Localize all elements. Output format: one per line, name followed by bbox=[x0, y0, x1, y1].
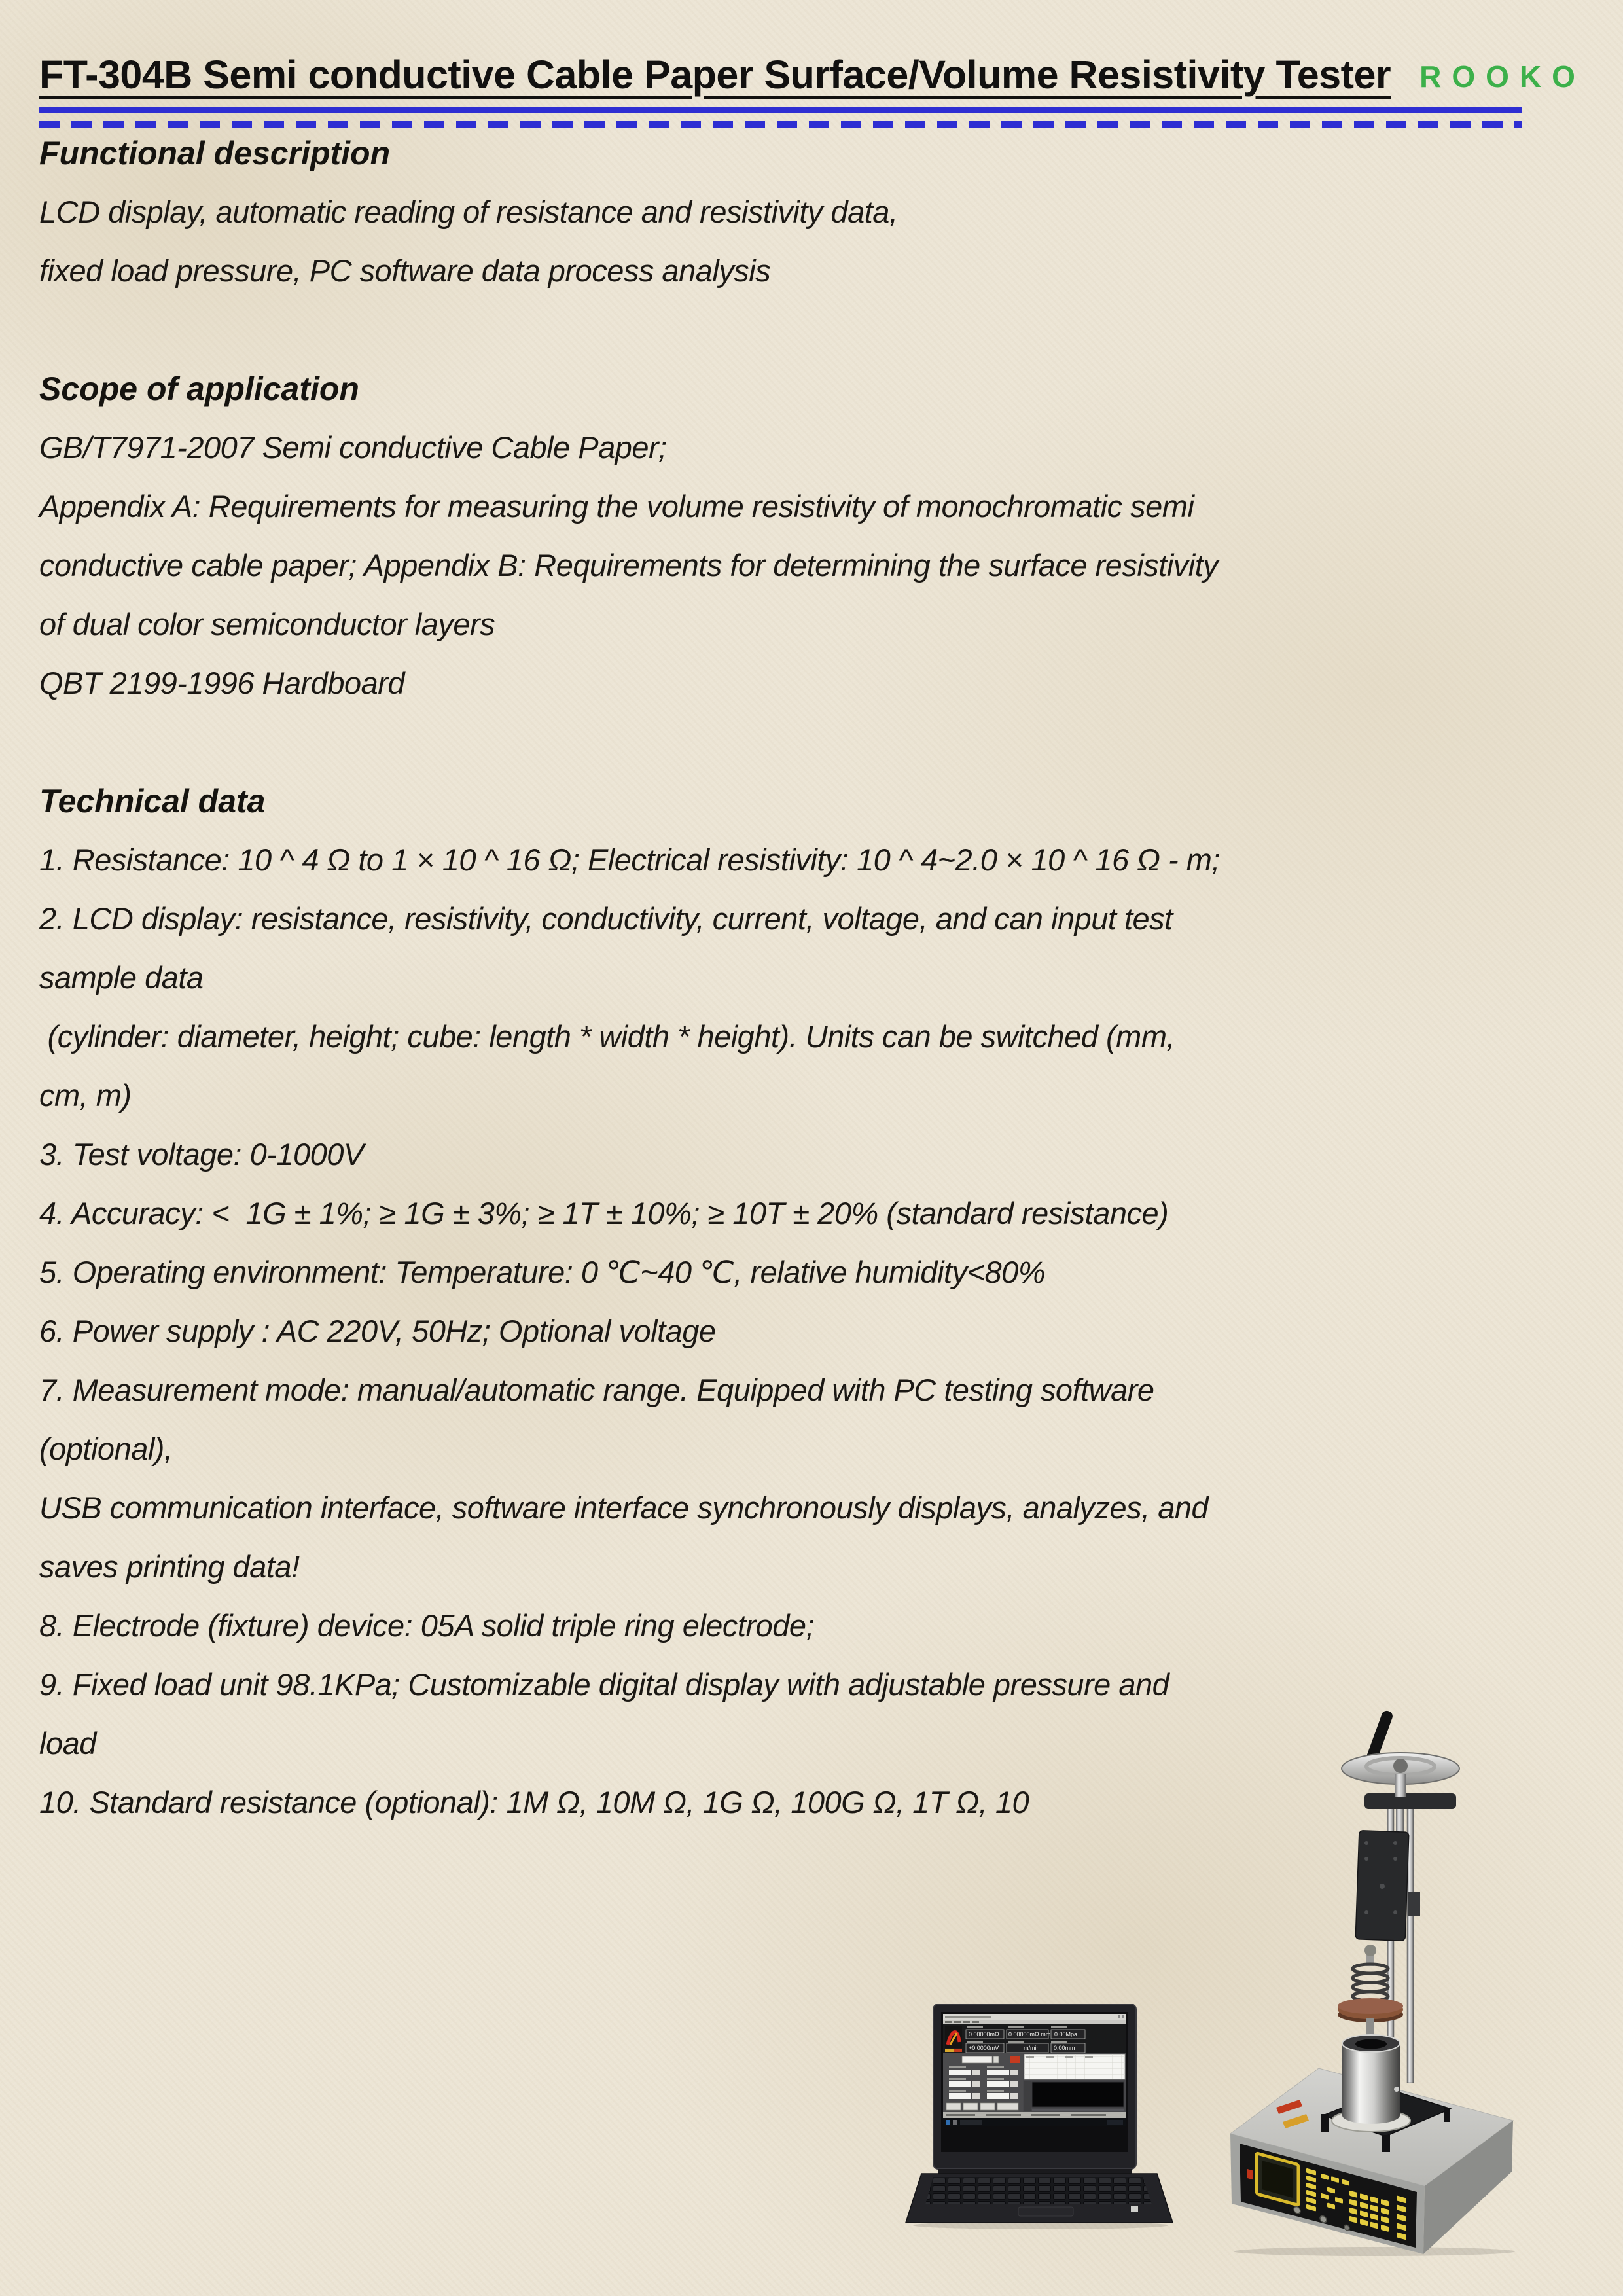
body-line: sample data bbox=[39, 960, 204, 995]
section-heading: Technical data bbox=[39, 783, 266, 819]
body-line: 9. Fixed load unit 98.1KPa; Customizable digital display with adjustable pressure and bbox=[39, 1667, 1169, 1702]
body-line: fixed load pressure, PC software data process analysis bbox=[39, 253, 771, 288]
laptop-illustration bbox=[902, 2004, 1183, 2230]
readout-value: 0.00000mΩ bbox=[969, 2031, 999, 2037]
laptop-base bbox=[906, 2174, 1173, 2223]
software-ui bbox=[943, 2014, 1126, 2126]
body-line: of dual color semiconductor layers bbox=[39, 607, 495, 641]
readout-field bbox=[1051, 2030, 1085, 2039]
power-switch bbox=[1247, 2169, 1253, 2179]
body-line: 7. Measurement mode: manual/automatic range. Equipped with PC testing software bbox=[39, 1372, 1154, 1407]
tester-shadow bbox=[1234, 2247, 1515, 2256]
scope-scale bbox=[1024, 2081, 1031, 2111]
body-line: (optional), bbox=[39, 1431, 173, 1466]
readout-field bbox=[966, 2043, 1004, 2053]
readout-value: 0.00000mΩ.mm bbox=[1008, 2031, 1051, 2037]
readout-value: m/min bbox=[1024, 2045, 1040, 2051]
body-line: 5. Operating environment: Temperature: 0 ℃~40 ℃, relative humidity<80% bbox=[39, 1255, 1046, 1289]
page-title: FT-304B Semi conductive Cable Paper Surface/Volume Resistivity Tester bbox=[39, 52, 1391, 97]
body-line: 2. LCD display: resistance, resistivity, conductivity, current, voltage, and can input test bbox=[39, 901, 1173, 936]
readout-value: +0.0000mV bbox=[969, 2045, 999, 2051]
body-line: saves printing data! bbox=[39, 1549, 300, 1584]
body-line: QBT 2199-1996 Hardboard bbox=[39, 666, 405, 700]
laptop-hinge bbox=[938, 2169, 1132, 2174]
body-line: LCD display, automatic reading of resistance and resistivity data, bbox=[39, 194, 898, 229]
readout-field bbox=[966, 2030, 1004, 2039]
laptop-screen bbox=[933, 2004, 1136, 2174]
laptop-image bbox=[902, 2004, 1183, 2230]
brand-logo: ROOKO bbox=[1419, 60, 1586, 94]
tester-image bbox=[1225, 1696, 1533, 2257]
readout-value: 0.00Mpa bbox=[1054, 2031, 1078, 2037]
taskbar bbox=[943, 2118, 1126, 2126]
section-heading: Functional description bbox=[39, 135, 391, 171]
body-line: 4. Accuracy: < 1G ± 1%; ≥ 1G ± 3%; ≥ 1T ± 10%; ≥ 10T ± 20% (standard resistance) bbox=[39, 1196, 1169, 1230]
software-logo bbox=[945, 2026, 962, 2052]
section-technical-data bbox=[39, 772, 1584, 1832]
body-line: 6. Power supply : AC 220V, 50Hz; Optional voltage bbox=[39, 1314, 716, 1348]
body-line: 3. Test voltage: 0-1000V bbox=[39, 1137, 364, 1172]
divider-solid-line bbox=[39, 107, 1522, 113]
body-line: Appendix A: Requirements for measuring the volume resistivity of monochromatic semi bbox=[39, 489, 1194, 524]
section-heading: Scope of application bbox=[39, 370, 359, 407]
body-line: 8. Electrode (fixture) device: 05A solid triple ring electrode; bbox=[39, 1608, 815, 1643]
readout-value: 0.00mm bbox=[1054, 2045, 1075, 2051]
laptop-sticker bbox=[1131, 2206, 1138, 2212]
control-panel bbox=[943, 2053, 1023, 2112]
tester-illustration bbox=[1225, 1696, 1533, 2257]
body-line: (cylinder: diameter, height; cube: length * width * height). Units can be switched (mm, bbox=[39, 1019, 1175, 1054]
body-line: 1. Resistance: 10 ^ 4 Ω to 1 × 10 ^ 16 Ω; Electrical resistivity: 10 ^ 4~2.0 × 10 ^ 16 Ω - m; bbox=[39, 842, 1220, 877]
electrode-cylinder bbox=[1332, 2035, 1410, 2132]
section-scope-of-application bbox=[39, 359, 1584, 713]
readout-field bbox=[1007, 2043, 1048, 2053]
body-line: load bbox=[39, 1726, 96, 1761]
body-line: USB communication interface, software interface synchronously displays, analyzes, and bbox=[39, 1490, 1209, 1525]
header bbox=[39, 52, 1584, 97]
scope-display bbox=[1032, 2082, 1124, 2107]
chart-area bbox=[1024, 2054, 1125, 2079]
readout-field bbox=[1007, 2030, 1050, 2039]
content bbox=[39, 124, 1584, 1832]
laptop-touchpad bbox=[1018, 2207, 1073, 2216]
column-crossbar bbox=[1364, 1793, 1456, 1809]
body-line: cm, m) bbox=[39, 1078, 132, 1113]
body-line: GB/T7971-2007 Semi conductive Cable Paper; bbox=[39, 430, 667, 465]
section-functional-description bbox=[39, 124, 1584, 300]
body-line: conductive cable paper; Appendix B: Requirements for determining the surface resistivity bbox=[39, 548, 1219, 583]
readout-field bbox=[1051, 2043, 1085, 2053]
body-line: 10. Standard resistance (optional): 1M Ω, 10M Ω, 1G Ω, 100G Ω, 1T Ω, 10 bbox=[39, 1785, 1029, 1820]
